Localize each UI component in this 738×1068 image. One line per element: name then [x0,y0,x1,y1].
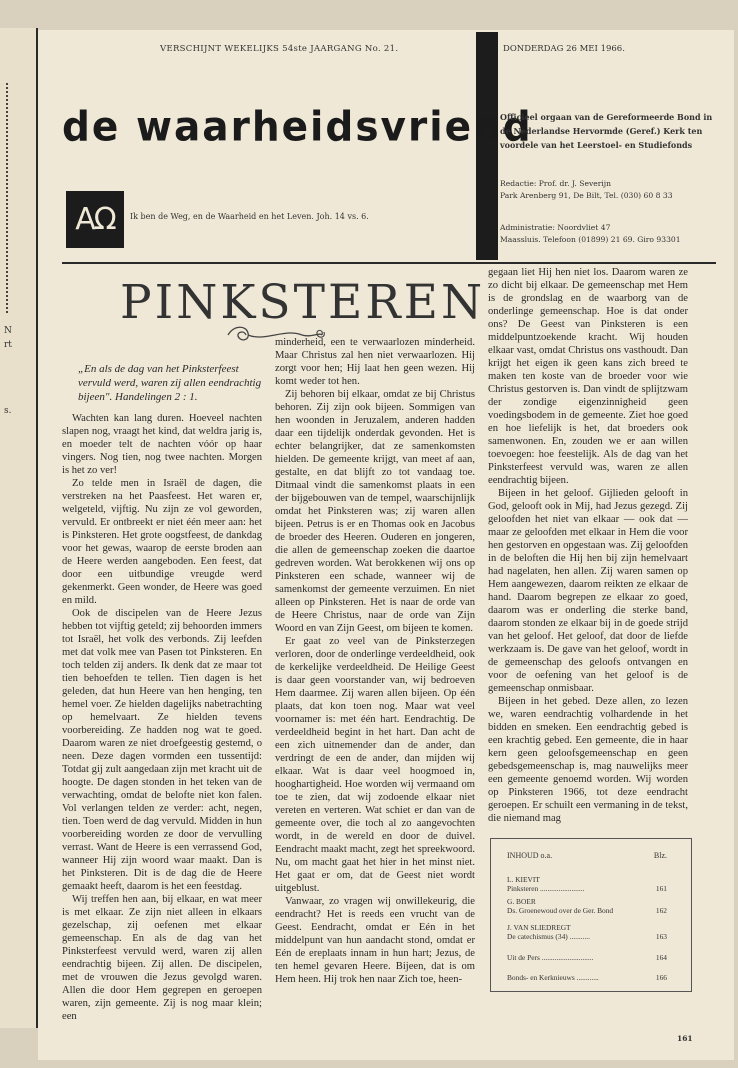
admin-line: Administratie: Noordvliet 47 [500,223,611,232]
paragraph: Er gaat zo veel van de Pinksterzegen verloren, door de onderlinge verdeeldheid, ook de kerkelijke verdeeldheid. De Heilige Geest is daar geen voorstander van, wij bedroeven Hem daarmee. Zij waren allen bijeen. Op één plaats, dat kon toen nog. Maar wat veel voornamer is: met één hart. Eendrachtig. De verdeeldheid begint in het hart. Dan acht de een zich uitnemender dan de ander, dan verdringt de een de ander, dan mijden wij elkaar. Wat is daar veel hoogmoed in, hooghartigheid. Hoe worden wij vermaand om toe te zien, dat wij zodoende elkaar niet vereten en verteren. Wat schiet er dan van de gemeente over, die toch al zo aangevochten wordt, in de wereld en door de duivel. Eendracht maakt macht, zegt het spreekwoord. Nu, om macht gaat het hier in het minst niet. Het gaat er om, dat de Geest niet wordt uitgeblust. [275,636,475,894]
article-column-3 [488,266,688,825]
administration-info [500,222,716,246]
table-of-contents [490,838,692,992]
toc-entry-page: 162 [655,906,667,915]
toc-entry-page: 163 [655,932,667,941]
issue-info: VERSCHIJNT WEKELIJKS 54ste JAARGANG No. 21. [160,44,399,54]
toc-header [507,851,677,860]
edge-letter: N [4,326,12,336]
paragraph: Bijeen in het geloof. Gijlieden gelooft in God, gelooft ook in Mij, had Jezus gezegd. Zij geloofden het niet van elkaar — ook dat — maar ze geloofden met elkaar in Hem die voor hen gestorven en opgestaan was. Zij geloofden in de beloften die Hij hen bij zijn hemelvaart had nagelaten, hen allen. Zij waren samen op Hem aangewezen, daarom reikten ze elkaar de hand. Daarom begrepen ze elkaar zo goed, daarom was er onderling die sterke band, daarom stonden ze elkaar bij in de goede strijd van het geloof. Het geloof, dat door de liefde werkzaam is. De gave van het geloof, wordt in de gemeenschap des geloofs ontvangen en voor de oefening van het geloof is de gemeenschap onmisbaar. [488,488,688,694]
redactie-address: Park Arenberg 91, De Bilt, Tel. (030) 60 8 33 [500,191,673,200]
toc-entry: Uit de Pers ............................ 164 [507,953,667,962]
paragraph: Zo telde men in Israël de dagen, die verstreken na het Paasfeest. Het waren er, welgeteld, vijftig. Nu zijn ze vol geworden, vervuld. Er ontbreekt er niet één meer aan: het is Pinksteren. Het grote oogstfeest, de dankdag voor het gewas, waarop de eerste broden aan de Heere werden aangeboden. Een feest, dat door een uitbundige vreugde werd gekenmerkt. Geen wonder, de Heere was goed en mild. [62,478,262,606]
toc-entry-page: 161 [655,884,667,893]
newspaper-title: de waarheidsvriend [62,103,533,152]
alpha-omega-logo: AΩ [66,191,124,248]
toc-entry-page: 166 [655,973,667,982]
paragraph: Zij behoren bij elkaar, omdat ze bij Christus behoren. Zij zijn ook bijeen. Sommigen van hen woonden in Jeruzalem, anderen hadden daar een tijdelijk onderdak gevonden. Het is echter belangrijker, dat ze samenkomsten hielden. De gemeente krijgt, van meet af aan, gestalte, en dat blijft zo tot vandaag toe. Ditmaal vindt die samenkomst plaats in een der bijgebouwen van de tempel, waarschijnlijk omdat het Pinksteren was; zij waren allen bijeen. Petrus is er en Thomas ook en Jacobus de broeder des Heeren. Ouderen en jongeren, die allen de gemeenschap zoeken die daartoe gedreven worden. Wat berokkenen wij ons op Pinksteren een schade, wanneer wij de samenkomst der gemeente verzuimen. En niet alleen op Pinksteren. Het is naar de orde van de Heere Christus, naar de orde van Zijn Woord en van Zijn Geest, om bijeen te komen. [275,389,475,634]
toc-entry-title: Ds. Groenewoud over de Ger. Bond [507,906,614,915]
edge-letter: rt [4,340,12,350]
toc-entry-title: Pinksteren [507,884,539,893]
motto: Ik ben de Weg, en de Waarheid en het Leven. Joh. 14 vs. 6. [130,212,369,221]
adjacent-page-strip [0,28,38,1028]
redactie-info [500,178,716,202]
paragraph: Ook de discipelen van de Heere Jezus hebben tot vijftig geteld; zij behoorden immers tot Israël, het volk des verbonds. Zij leefden met dat volk mee van Pasen tot Pinksteren. En toch telden zij anders. Ik denk dat ze maar tot tien behoefden te tellen. Tien dagen is het geleden, dat hun Heere van hen henging, ten hemel voer. Ze hielden dagelijks nabetrachting op hemelvaart. Ze hielden tevens voorbereiding. Ze hadden nog wat te goed. Daarom waren ze niet droefgeestig gestemd, o neen. Deze dagen vormden een tussentijd: Totdat gij zult aangedaan zijn met kracht uit de hoogte. De dagen stonden in het teken van de verwachting, omdat de belofte niet kon falen. Vol verlangen telden ze verder: acht, negen, tien. Toen werd de dag vervuld. Midden in hun voorbereiding worden ze door de vervulling verrast. Want de Heere is een verrassend God, wanneer Hij zijn woord waar maakt. Dan is het Pinksteren. Dit is de dag die de Heere gemaakt heeft, daarom is het een feestdag. [62,608,262,892]
article-column-1 [62,412,262,1023]
article-heading: PINKSTEREN [120,275,486,330]
toc-entry: J. VAN SLIEDREGT De catechismus (34) ........... 163 [507,923,677,941]
toc-entry-title: De catechismus (34) [507,932,568,941]
issue-date: DONDERDAG 26 MEI 1966. [503,44,625,54]
toc-entry: Bonds- en Kerknieuws ............ 166 [507,973,667,982]
article-column-2 [275,336,475,986]
dotted-edge [6,83,10,313]
toc-author: J. VAN SLIEDREGT [507,923,571,932]
organ-statement: Officieel orgaan van de Gereformeerde Bond in de Nederlandse Hervormde (Geref.) Kerk ten voordele van het Leerstoel- en Studiefonds [500,112,713,150]
toc-page-label: Blz. [653,851,667,860]
toc-entry: L. KIEVIT Pinksteren ........................ 161 [507,875,677,893]
toc-entry-page: 164 [655,953,667,962]
paragraph: Bijeen in het gebed. Deze allen, zo lezen we, waren eendrachtig volhardende in het bidden en smeken. Een eendrachtig gebed is een krachtig gebed. Een gemeente, die in haar kern geen geloofsgemeenschap en geen gebedsgemeenschap is, mag nauwelijks meer een gemeente genoemd worden. Wij worden op Pinksteren 1966, tot deze eendracht geroepen. Er schuilt een vermaning in de tekst, die niemand mag [488,696,688,824]
paragraph: Vanwaar, zo vragen wij onwillekeurig, die eendracht? Het is reeds een vrucht van de Geest. Eendracht, omdat er Eén in het middelpunt van hun aandacht stond, omdat er Eén de ereplaats innam in hun hart; Jezus, de ten hemel gevaren Heere. Bijeen, dat is om Hem heen. Hij trok hen naar Zich toe, heen- [275,896,475,985]
toc-title: INHOUD o.a. [507,851,553,860]
admin-phone: Maassluis. Telefoon (01899) 21 69. Giro 93301 [500,235,681,244]
paragraph: gegaan liet Hij hen niet los. Daarom waren ze zo dicht bij elkaar. De gemeenschap met Hem is de grondslag en de waarborg van de onderlinge gemeenschap. Hoe is dat onder ons? De Geest van Pinksteren is een middelpuntzoekende kracht. Wij houden elkaar vast, omdat Christus ons vasthoudt. Dan krijgt het eigen ik geen kans zich breed te maken ten koste van de broeder voor wie Christus gestorven is. Dan vindt de splijtzwam der zondige eigenzinnigheid geen voedingsbodem in de gemeente. Ziet hoe goed en hoe liefelijk is het, dat broeders ook samenwonen. En, zouden we er aan willen toevoegen: hoe feestelijk. Als de dag van het Pinksterfeest vervuld was, waren ze allen eendrachtig bijeen. [488,267,688,486]
toc-author: L. KIEVIT [507,875,540,884]
paragraph: minderheid, een te verwaarlozen minderheid. Maar Christus zal hen niet verwaarlozen. Hij zorgt voor hen; Hij laat hen geen wezen. Hij komt weder tot hen. [275,337,475,387]
edge-letter: s. [4,406,12,416]
paragraph: Wij treffen hen aan, bij elkaar, en wat meer is met elkaar. Ze zijn niet alleen in elkaars gezelschap, zij oefenen met elkaar gemeenschap. En als de dag van het Pinksterfeest vervuld werd, waren zij allen eendrachtig bijeen. Zij allen. De discipelen, met de vrouwen die Jezus gevolgd waren. Allen die door Hem gegrepen en geroepen waren, zijn gemeente. Zij is nog maar klein; een [62,894,262,1022]
paragraph: Wachten kan lang duren. Hoeveel nachten slapen nog, vraagt het kind, dat weldra jarig is, en moeder telt de nachten vóór op haar vingers. Nog tien, nog twee nachten. Morgen is het zo ver! [62,413,262,476]
toc-author: G. BOER [507,897,536,906]
masthead-rule [62,262,716,264]
scripture-quote: „En als de dag van het Pinksterfeest vervuld werd, waren zij allen eendrachtig bijeen". Handelingen 2 : 1. [78,363,262,403]
redactie-line: Redactie: Prof. dr. J. Severijn [500,179,612,188]
toc-entry [507,897,677,915]
toc-entry-title: Bonds- en Kerknieuws [507,973,575,982]
toc-entry-title: Uit de Pers [507,953,540,962]
page-number: 161 [677,1034,693,1043]
